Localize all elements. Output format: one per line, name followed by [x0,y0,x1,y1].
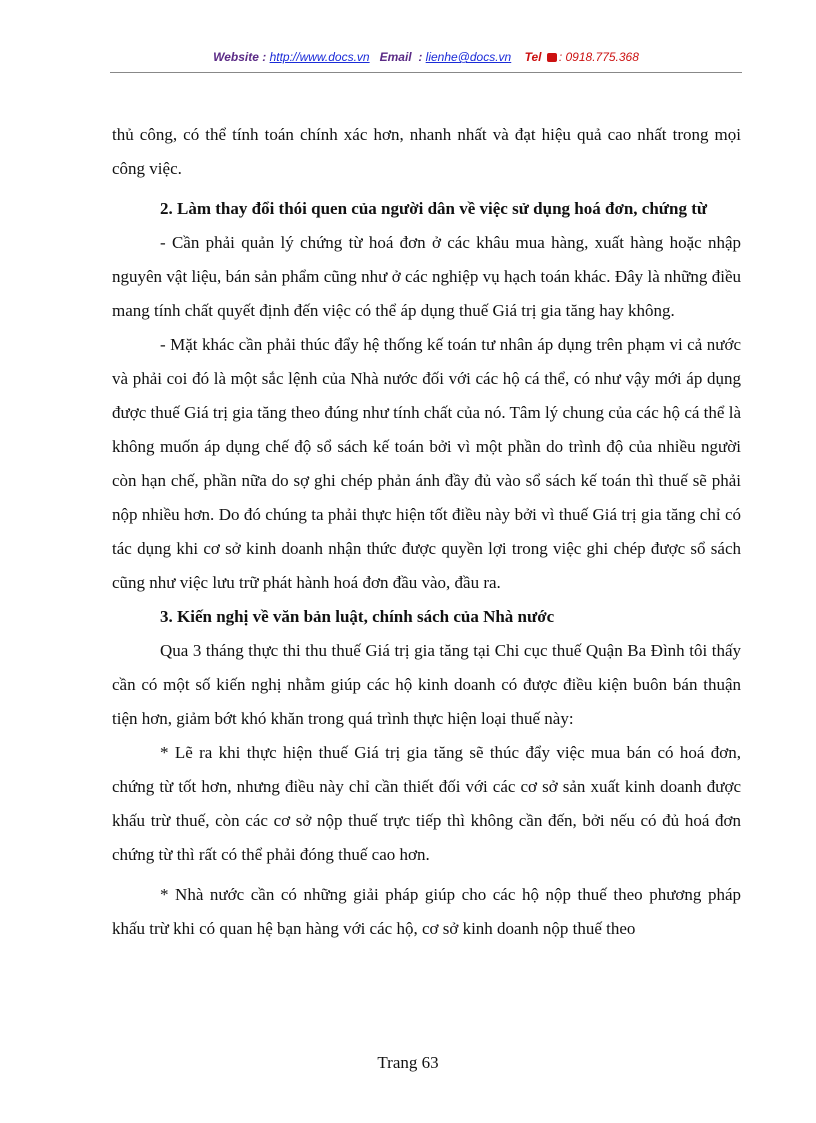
paragraph: Qua 3 tháng thực thi thu thuế Giá trị gia tăng tại Chi cục thuế Quận Ba Đình tôi thấy cần có một số kiến nghị nhằm giúp các hộ kinh doanh có được điều kiện buôn bán thuận tiện hơn, giảm bớt khó khăn trong quá trình thực hiện loại thuế này: [112,641,741,728]
website-label: Website : [213,50,267,64]
paragraph: - Cần phải quản lý chứng từ hoá đơn ở các khâu mua hàng, xuất hàng hoặc nhập nguyên vật liệu, bán sản phẩm cũng như ở các nghiệp vụ hạch toán khác. Đây là những điều mang tính chất quyết định đến việc có thể áp dụng thuế Giá trị gia tăng hay không. [112,233,741,320]
email-link[interactable]: lienhe@docs.vn [425,50,512,64]
paragraph: * Lẽ ra khi thực hiện thuế Giá trị gia tăng sẽ thúc đẩy việc mua bán có hoá đơn, chứng từ tốt hơn, nhưng điều này chỉ cần thiết đối với các cơ sở sản xuất kinh doanh được khấu trừ thuế, còn các cơ sở nộp thuế trực tiếp thì không cần đến, bởi nếu có đủ hoá đơn chứng từ thì rất có thể phải đóng thuế cao hơn. [112,743,741,864]
header-divider [110,72,742,73]
paragraph: - Mặt khác cần phải thúc đẩy hệ thống kế toán tư nhân áp dụng trên phạm vi cả nước và phải coi đó là một sắc lệnh của Nhà nước đối với các hộ cá thể, có như vậy mới áp dụng được thuế Giá trị gia tăng theo đúng như tính chất của nó. Tâm lý chung của các hộ cá thể là không muốn áp dụng chế độ sổ sách kế toán bởi vì một phần do trình độ của nhiều người còn hạn chế, phần nữa do sợ ghi chép phản ánh đầy đủ vào sổ sách kế toán thì thuế sẽ phải nộp nhiều hơn. Do đó chúng ta phải thực hiện tốt điều này bởi vì thuế Giá trị gia tăng chỉ có tác dụng khi cơ sở kinh doanh nhận thức được quyền lợi trong việc ghi chép được sổ sách cũng như việc lưu trữ phát hành hoá đơn đầu vào, đầu ra. [112,335,741,592]
paragraph-continued: thủ công, có thể tính toán chính xác hơn, nhanh nhất và đạt hiệu quả cao nhất trong mọi công việc. [112,125,741,178]
tel-label: Tel [524,50,542,64]
website-link[interactable]: http://www.docs.vn [269,50,370,64]
section-heading-2: 2. Làm thay đổi thói quen của người dân về việc sử dụng hoá đơn, chứng từ [160,199,708,218]
document-body [112,118,741,946]
phone-icon [547,53,557,62]
paragraph: * Nhà nước cần có những giải pháp giúp cho các hộ nộp thuế theo phương pháp khấu trừ khi có quan hệ bạn hàng với các hộ, cơ sở kinh doanh nộp thuế theo [112,885,741,938]
email-label: Email [379,50,412,64]
email-separator: : [418,50,423,64]
page-number: Trang 63 [377,1053,439,1072]
tel-number: : 0918.775.368 [558,50,639,64]
page-header [110,50,742,64]
section-heading-3: 3. Kiến nghị về văn bản luật, chính sách của Nhà nước [160,607,555,626]
